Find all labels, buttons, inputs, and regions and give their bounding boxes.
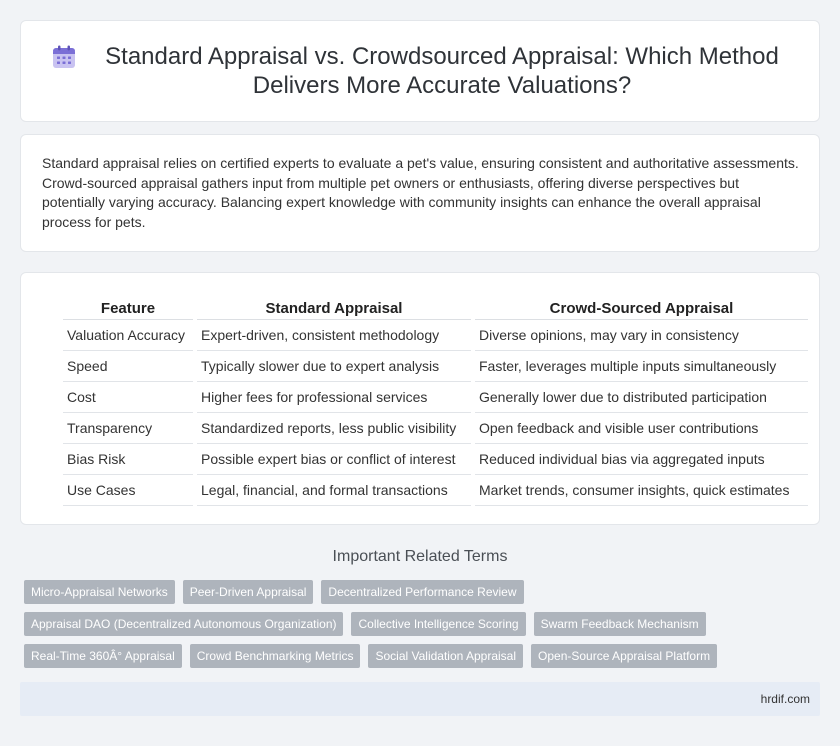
term-tag[interactable]: Appraisal DAO (Decentralized Autonomous Organization) [24, 612, 343, 636]
page-title: Standard Appraisal vs. Crowdsourced Appraisal: Which Method Delivers More Accurate Valuations? [105, 43, 779, 99]
standard-cell: Expert-driven, consistent methodology [197, 320, 471, 351]
standard-cell: Legal, financial, and formal transactions [197, 475, 471, 506]
table-row [63, 444, 808, 475]
feature-cell: Valuation Accuracy [63, 320, 193, 351]
term-tag[interactable]: Crowd Benchmarking Metrics [190, 644, 361, 668]
comparison-card [20, 272, 820, 525]
crowd-cell: Open feedback and visible user contributions [475, 413, 808, 444]
crowd-cell: Diverse opinions, may vary in consistency [475, 320, 808, 351]
standard-cell: Typically slower due to expert analysis [197, 351, 471, 382]
feature-cell: Bias Risk [63, 444, 193, 475]
term-row [24, 644, 824, 668]
title-card [20, 20, 820, 122]
term-tag[interactable]: Peer-Driven Appraisal [183, 580, 314, 604]
term-tag[interactable]: Open-Source Appraisal Platform [531, 644, 717, 668]
term-row [24, 612, 824, 636]
feature-cell: Use Cases [63, 475, 193, 506]
header-crowd: Crowd-Sourced Appraisal [475, 293, 808, 320]
footer [20, 682, 820, 716]
standard-cell: Higher fees for professional services [197, 382, 471, 413]
intro-card [20, 134, 820, 252]
standard-cell: Possible expert bias or conflict of interest [197, 444, 471, 475]
term-tag[interactable]: Micro-Appraisal Networks [24, 580, 175, 604]
table-row [63, 413, 808, 444]
term-tag[interactable]: Social Validation Appraisal [368, 644, 523, 668]
term-tag[interactable]: Collective Intelligence Scoring [351, 612, 525, 636]
crowd-cell: Market trends, consumer insights, quick estimates [475, 475, 808, 506]
term-row [24, 580, 824, 604]
table-row [63, 382, 808, 413]
table-row [63, 475, 808, 506]
related-terms-title: Important Related Terms [332, 548, 508, 565]
feature-cell: Cost [63, 382, 193, 413]
crowd-cell: Reduced individual bias via aggregated inputs [475, 444, 808, 475]
term-tag[interactable]: Swarm Feedback Mechanism [534, 612, 706, 636]
feature-cell: Transparency [63, 413, 193, 444]
table-row [63, 320, 808, 351]
feature-cell: Speed [63, 351, 193, 382]
header-standard: Standard Appraisal [197, 293, 471, 320]
table-header-row [63, 293, 808, 320]
crowd-cell: Generally lower due to distributed participation [475, 382, 808, 413]
standard-cell: Standardized reports, less public visibility [197, 413, 471, 444]
comparison-table [59, 293, 812, 506]
calendar-icon [51, 44, 77, 70]
term-tag[interactable]: Decentralized Performance Review [321, 580, 523, 604]
table-row [63, 351, 808, 382]
intro-paragraph: Standard appraisal relies on certified experts to evaluate a pet's value, ensuring consistent and authoritative assessments. Crowd-sourced appraisal gathers input from multiple pet owners or enthusiasts, offering diverse perspectives but potentially varying accuracy. Balancing expert knowledge with community insights can enhance the overall appraisal process for pets. [42, 155, 799, 230]
related-terms [24, 580, 824, 676]
footer-site[interactable]: hrdif.com [760, 692, 810, 706]
crowd-cell: Faster, leverages multiple inputs simultaneously [475, 351, 808, 382]
term-tag[interactable]: Real-Time 360Â° Appraisal [24, 644, 182, 668]
header-feature: Feature [63, 293, 193, 320]
